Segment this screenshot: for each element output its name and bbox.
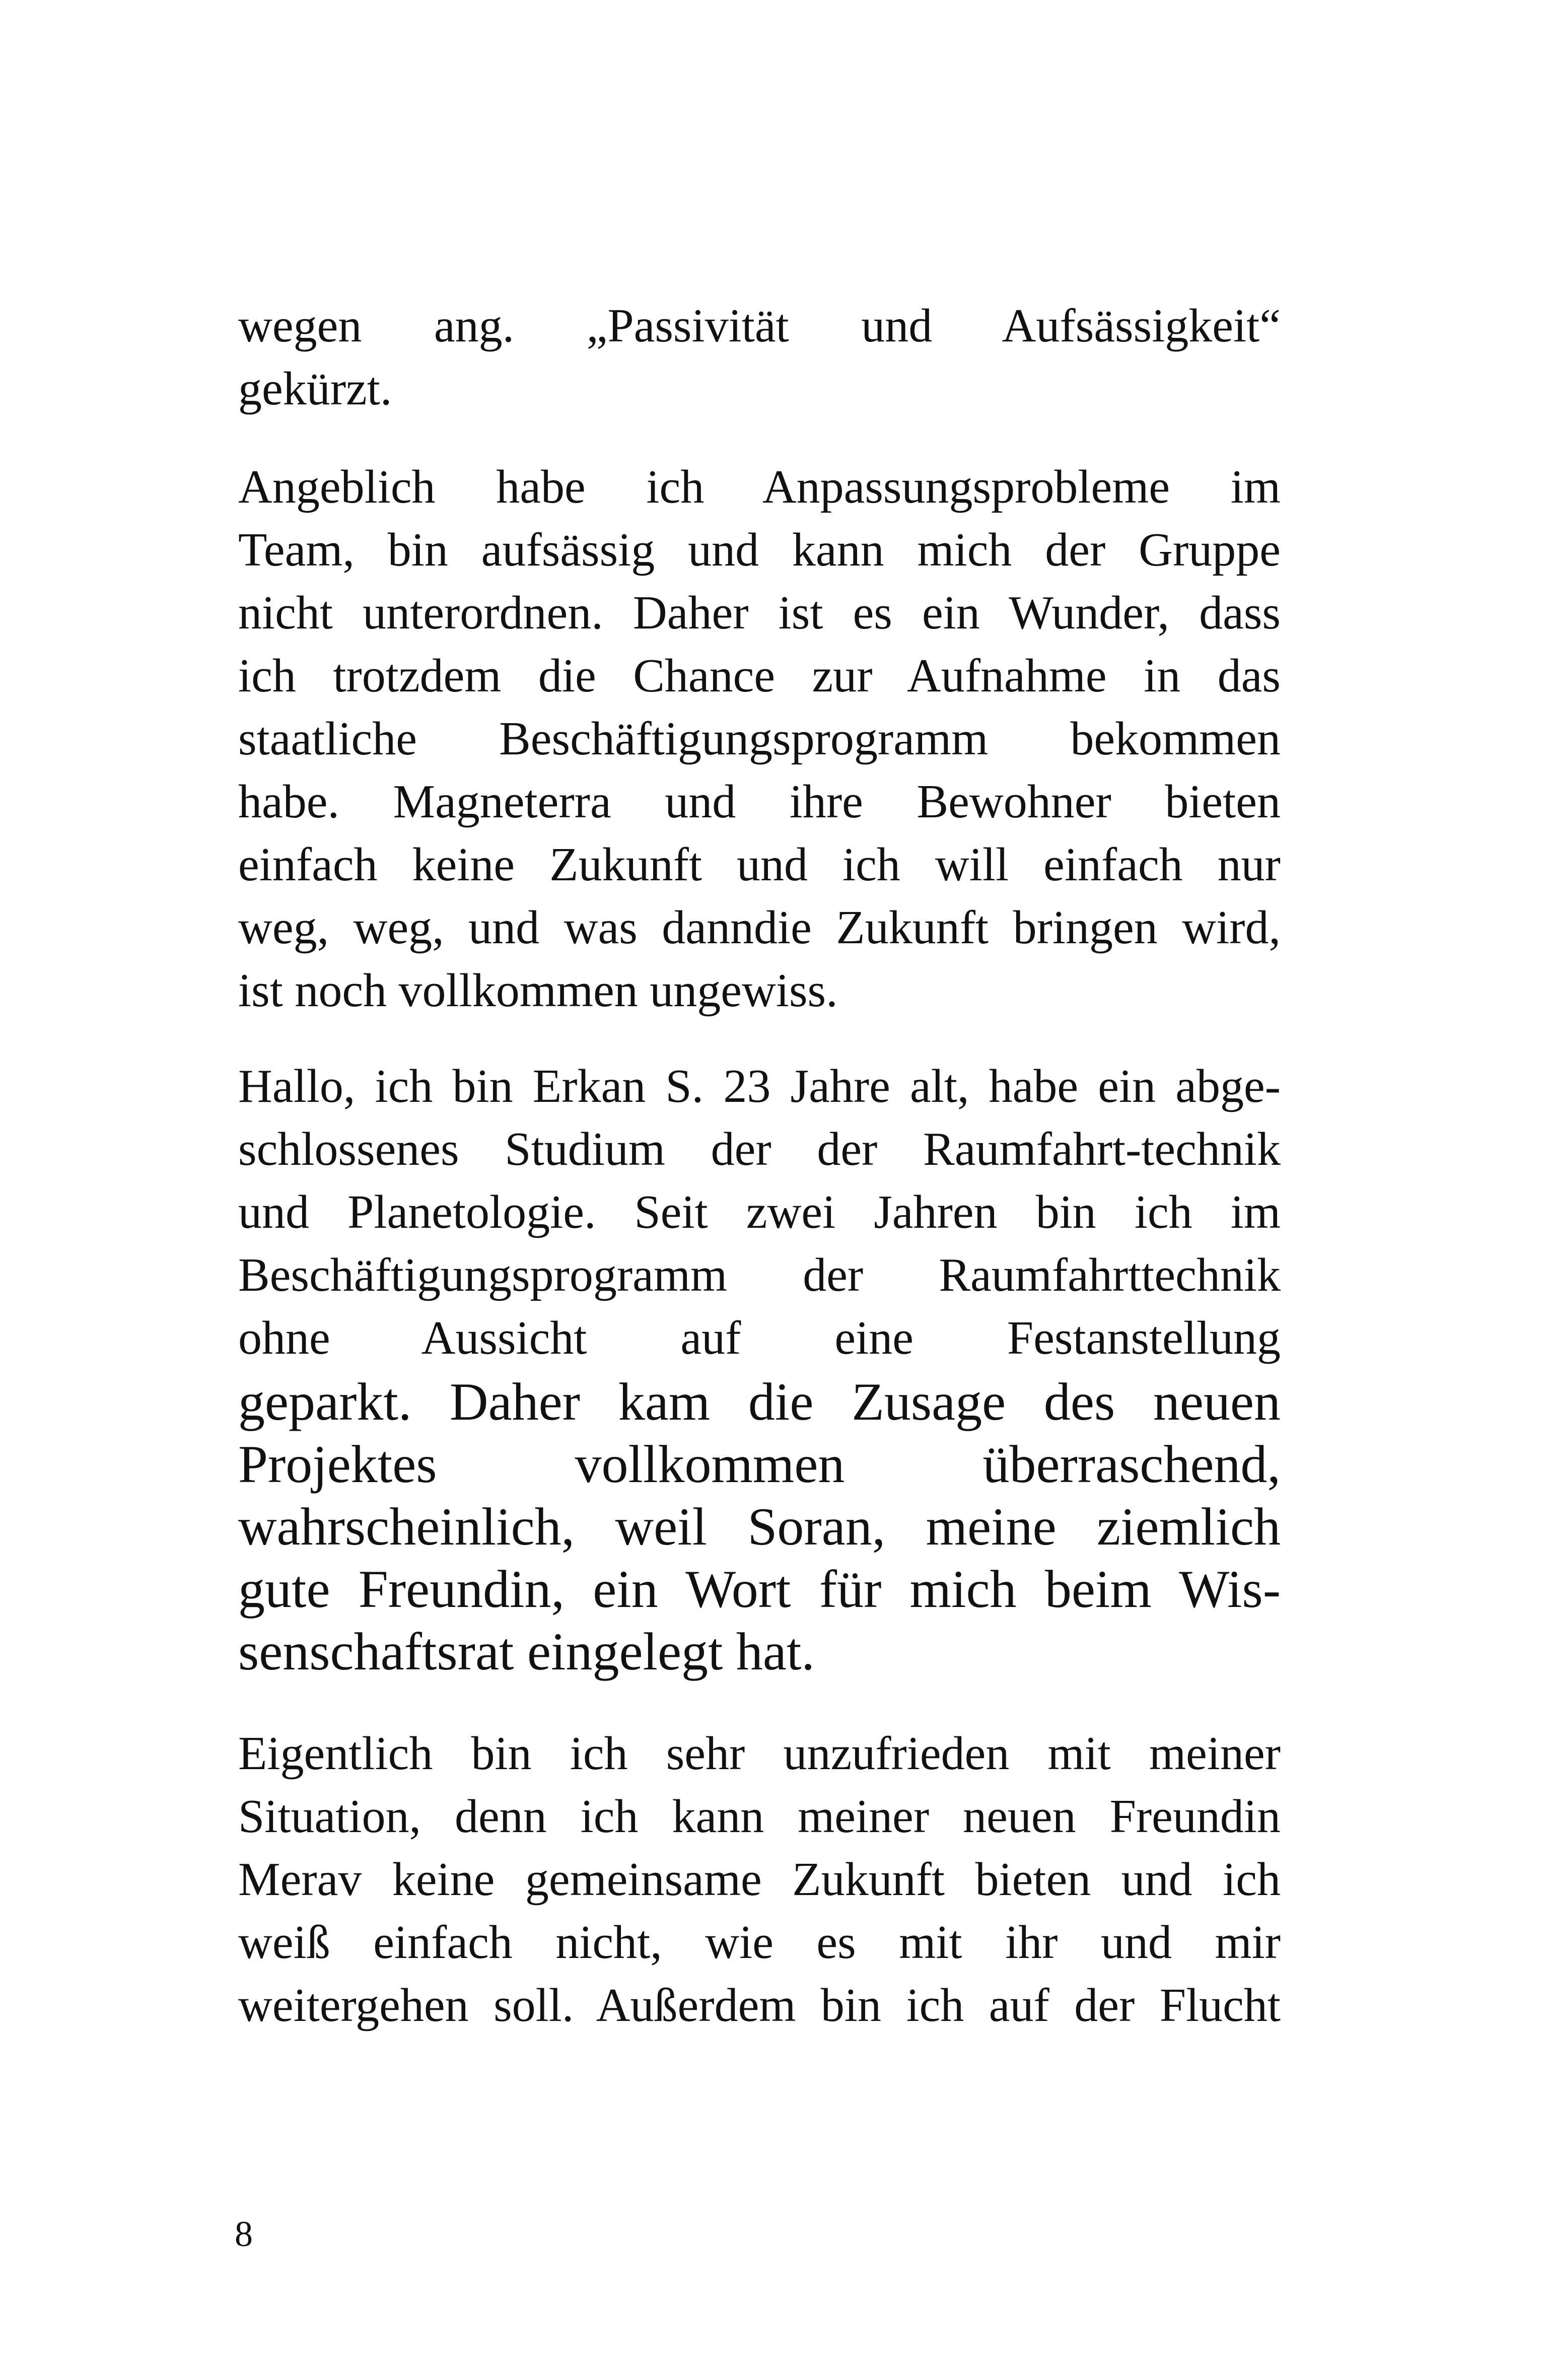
paragraph-4: [238, 1722, 1281, 2037]
text-line: Hallo, ich bin Erkan S. 23 Jahre alt, habe ein abge-: [238, 1060, 1281, 1112]
text-line: Situation, denn ich kann meiner neuen Freundin: [238, 1790, 1281, 1843]
text-line: weg, weg, und was danndie Zukunft bringen wird,: [238, 901, 1281, 954]
page-number: 8: [235, 2214, 253, 2254]
text-line: wegen ang. „Passivität und Aufsässigkeit“: [238, 300, 1281, 352]
text-line: gekürzt.: [238, 363, 392, 415]
text-line: weiß einfach nicht, wie es mit ihr und mir: [238, 1916, 1281, 1969]
text-line: ist noch vollkommen ungewiss.: [238, 964, 838, 1017]
text-line: gute Freundin, ein Wort für mich beim Wis-: [238, 1560, 1281, 1619]
paragraph-1: [238, 295, 1281, 421]
text-line: einfach keine Zukunft und ich will einfach nur: [238, 838, 1281, 891]
text-line: ohne Aussicht auf eine Festanstellung: [238, 1312, 1281, 1364]
text-line: Angeblich habe ich Anpassungsprobleme im: [238, 461, 1281, 513]
text-line: Merav keine gemeinsame Zukunft bieten und ich: [238, 1853, 1281, 1906]
text-line: Beschäftigungsprogramm der Raumfahrttechnik: [238, 1249, 1281, 1301]
paragraph-3-part-1: [238, 1055, 1281, 1370]
text-line: geparkt. Daher kam die Zusage des neuen: [238, 1372, 1281, 1431]
text-line: wahrscheinlich, weil Soran, meine ziemlich: [238, 1497, 1281, 1556]
text-line: habe. Magneterra und ihre Bewohner bieten: [238, 776, 1281, 828]
paragraph-3-part-2: [238, 1371, 1281, 1683]
text-line: und Planetologie. Seit zwei Jahren bin ich im: [238, 1186, 1281, 1238]
text-line: senschaftsrat eingelegt hat.: [238, 1622, 815, 1681]
text-line: Team, bin aufsässig und kann mich der Gruppe: [238, 524, 1281, 576]
text-line: ich trotzdem die Chance zur Aufnahme in das: [238, 650, 1281, 702]
text-line: staatliche Beschäftigungsprogramm bekommen: [238, 713, 1281, 765]
text-line: nicht unterordnen. Daher ist es ein Wunder, dass: [238, 587, 1281, 639]
text-line: Projektes vollkommen überraschend,: [238, 1435, 1281, 1494]
text-line: weitergehen soll. Außerdem bin ich auf der Flucht: [238, 1979, 1281, 2032]
text-line: Eigentlich bin ich sehr unzufrieden mit meiner: [238, 1727, 1281, 1780]
paragraph-2: [238, 456, 1281, 1022]
text-line: schlossenes Studium der der Raumfahrt-technik: [238, 1123, 1281, 1175]
